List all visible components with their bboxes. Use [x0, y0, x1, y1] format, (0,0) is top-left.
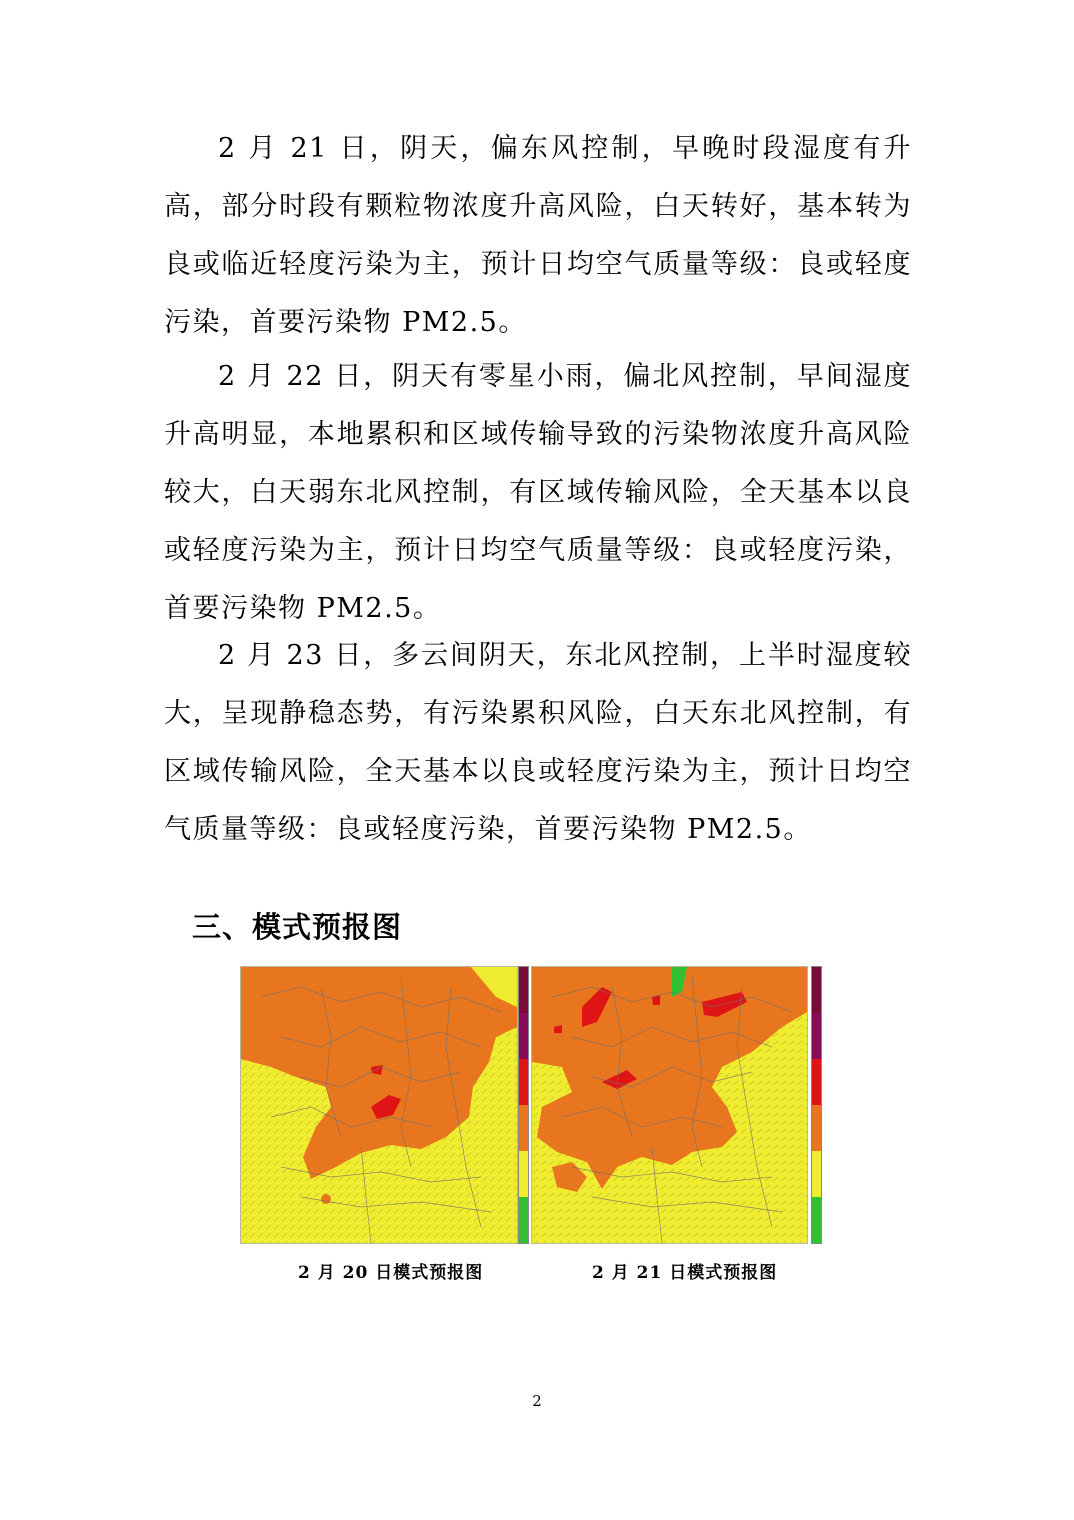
figure-caption-feb-21: 2 月 21 日模式预报图 [592, 1263, 778, 1283]
color-legend-feb-20 [518, 966, 529, 1244]
figure-caption-feb-20: 2 月 20 日模式预报图 [298, 1263, 484, 1283]
legend-swatch [812, 1059, 821, 1105]
paragraph-feb-23: 2 月 23 日，多云间阴天，东北风控制，上半时湿度较大，呈现静稳态势，有污染累积风险，白天东北风控制，有区域传输风险，全天基本以良或轻度污染为主，预计日均空气质量等级：良或轻度污染，首要污染物 PM2.5。 [164, 640, 912, 845]
forecast-map-feb-20 [240, 966, 518, 1244]
legend-swatch [519, 1105, 528, 1151]
color-legend-feb-21 [811, 966, 822, 1244]
legend-swatch [519, 967, 528, 1013]
legend-swatch [812, 1151, 821, 1197]
forecast-map-feb-20-graphic [241, 967, 517, 1243]
paragraph-feb-21: 2 月 21 日，阴天，偏东风控制，早晚时段湿度有升高，部分时段有颗粒物浓度升高风险，白天转好，基本转为良或临近轻度污染为主，预计日均空气质量等级：良或轻度污染，首要污染物 PM2.5。 [164, 133, 912, 338]
paragraph-feb-22: 2 月 22 日，阴天有零星小雨，偏北风控制，早间湿度升高明显，本地累积和区域传输导致的污染物浓度升高风险较大，白天弱东北风控制，有区域传输风险，全天基本以良或轻度污染为主，预计日均空气质量等级：良或轻度污染，首要污染物 PM2.5。 [164, 361, 912, 624]
legend-swatch [812, 1013, 821, 1059]
legend-swatch [812, 967, 821, 1013]
section-heading: 三、模式预报图 [192, 910, 403, 944]
legend-swatch [519, 1059, 528, 1105]
forecast-map-feb-21-graphic [532, 967, 807, 1243]
legend-swatch [812, 1105, 821, 1151]
legend-swatch [519, 1013, 528, 1059]
legend-swatch [812, 1197, 821, 1243]
legend-swatch [519, 1197, 528, 1243]
legend-swatch [519, 1151, 528, 1197]
page-number: 2 [532, 1392, 542, 1410]
forecast-map-feb-21 [531, 966, 808, 1244]
